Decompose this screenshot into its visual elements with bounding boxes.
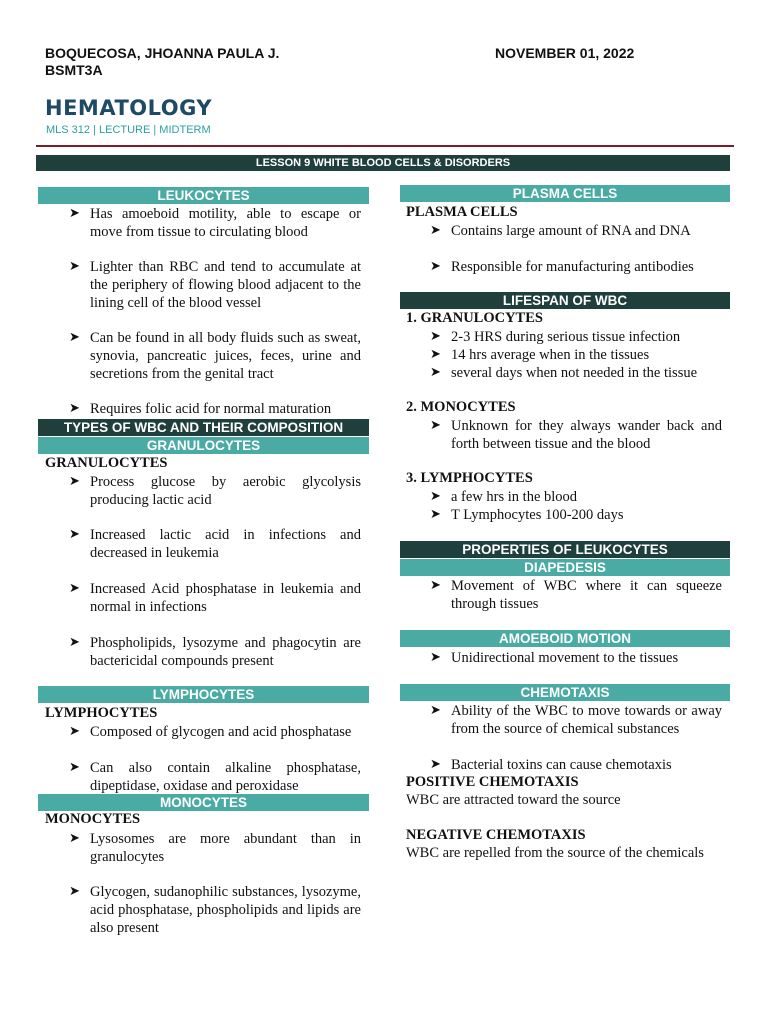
page-subtitle: MLS 312 | LECTURE | MIDTERM (46, 124, 211, 136)
arrowhead-bullet-icon: ➤ (430, 365, 441, 380)
list-item: ➤ Unknown for they always wander back and forth between tissue and the blood (430, 418, 722, 452)
monocytes-title: MONOCYTES (45, 811, 141, 827)
list-item: ➤ Lysosomes are more abundant than in granulocytes (69, 831, 361, 865)
plasma-cells-title: PLASMA CELLS (406, 204, 518, 220)
arrowhead-bullet-icon: ➤ (69, 635, 80, 650)
lymphocytes-title: LYMPHOCYTES (45, 705, 158, 721)
list-item: ➤ Can also contain alkaline phosphatase, dipeptidase, oxidase and peroxidase (69, 760, 361, 794)
arrowhead-bullet-icon: ➤ (430, 259, 441, 274)
types-of-wbc-heading: TYPES OF WBC AND THEIR COMPOSITION (38, 419, 369, 436)
negative-chemotaxis-title: NEGATIVE CHEMOTAXIS (406, 827, 586, 843)
list-item: ➤ Bacterial toxins can cause chemotaxis (430, 757, 672, 773)
positive-chemotaxis-text: WBC are attracted toward the source (406, 792, 621, 808)
lifespan-granulocytes-title: 1. GRANULOCYTES (406, 310, 543, 326)
arrowhead-bullet-icon: ➤ (430, 757, 441, 772)
arrowhead-bullet-icon: ➤ (69, 831, 80, 846)
header-divider (36, 145, 734, 147)
list-item: ➤ Can be found in all body fluids such as sweat, synovia, pancreatic juices, feces, urine and secretions from the genital tract (69, 330, 361, 382)
list-item: ➤ T Lymphocytes 100-200 days (430, 507, 624, 523)
list-item: ➤ Requires folic acid for normal maturation (69, 401, 332, 417)
plasma-cells-heading: PLASMA CELLS (400, 185, 730, 202)
arrowhead-bullet-icon: ➤ (430, 489, 441, 504)
student-name: BOQUECOSA, JHOANNA PAULA J. (45, 45, 280, 61)
arrowhead-bullet-icon: ➤ (69, 401, 80, 416)
amoeboid-motion-bar: AMOEBOID MOTION (400, 630, 730, 647)
list-item: ➤ 2-3 HRS during serious tissue infection (430, 329, 681, 345)
list-item: ➤ Unidirectional movement to the tissues (430, 650, 679, 666)
list-item: ➤ Process glucose by aerobic glycolysis producing lactic acid (69, 474, 361, 508)
lifespan-heading: LIFESPAN OF WBC (400, 292, 730, 309)
list-item: ➤ 14 hrs average when in the tissues (430, 347, 650, 363)
negative-chemotaxis-text: WBC are repelled from the source of the chemicals (406, 845, 704, 861)
arrowhead-bullet-icon: ➤ (69, 527, 80, 542)
list-item: ➤ a few hrs in the blood (430, 489, 578, 505)
arrowhead-bullet-icon: ➤ (69, 474, 80, 489)
list-item: ➤ Has amoeboid motility, able to escape or move from tissue to circulating blood (69, 206, 361, 240)
diapedesis-bar: DIAPEDESIS (400, 559, 730, 576)
student-section: BSMT3A (45, 62, 103, 78)
list-item: ➤ Composed of glycogen and acid phosphatase (69, 724, 352, 740)
list-item: ➤ Glycogen, sudanophilic substances, lysozyme, acid phosphatase, phospholipids and lipids are also present (69, 884, 361, 936)
positive-chemotaxis-title: POSITIVE CHEMOTAXIS (406, 774, 579, 790)
lesson-banner: LESSON 9 WHITE BLOOD CELLS & DISORDERS (36, 155, 730, 171)
arrowhead-bullet-icon: ➤ (430, 347, 441, 362)
list-item: ➤ Lighter than RBC and tend to accumulate at the periphery of flowing blood adjacent to the lining cell of the blood vessel (69, 259, 361, 311)
lymphocytes-bar: LYMPHOCYTES (38, 686, 369, 703)
chemotaxis-bar: CHEMOTAXIS (400, 684, 730, 701)
list-item: ➤ Movement of WBC where it can squeeze through tissues (430, 578, 722, 612)
arrowhead-bullet-icon: ➤ (69, 259, 80, 274)
document-date: NOVEMBER 01, 2022 (495, 45, 635, 61)
granulocytes-title: GRANULOCYTES (45, 455, 168, 471)
arrowhead-bullet-icon: ➤ (430, 507, 441, 522)
arrowhead-bullet-icon: ➤ (69, 760, 80, 775)
leukocytes-heading: LEUKOCYTES (38, 187, 369, 204)
arrowhead-bullet-icon: ➤ (430, 329, 441, 344)
list-item: ➤ Ability of the WBC to move towards or away from the source of chemical substances (430, 703, 722, 737)
arrowhead-bullet-icon: ➤ (430, 418, 441, 433)
arrowhead-bullet-icon: ➤ (69, 330, 80, 345)
arrowhead-bullet-icon: ➤ (430, 223, 441, 238)
arrowhead-bullet-icon: ➤ (430, 650, 441, 665)
list-item: ➤ Responsible for manufacturing antibodies (430, 259, 694, 275)
list-item: ➤ Increased Acid phosphatase in leukemia and normal in infections (69, 581, 361, 615)
arrowhead-bullet-icon: ➤ (430, 578, 441, 593)
list-item: ➤ Contains large amount of RNA and DNA (430, 223, 691, 239)
lifespan-lymphocytes-title: 3. LYMPHOCYTES (406, 470, 533, 486)
arrowhead-bullet-icon: ➤ (69, 581, 80, 596)
properties-heading: PROPERTIES OF LEUKOCYTES (400, 541, 730, 558)
arrowhead-bullet-icon: ➤ (69, 724, 80, 739)
arrowhead-bullet-icon: ➤ (430, 703, 441, 718)
list-item: ➤ several days when not needed in the tissue (430, 365, 698, 381)
list-item: ➤ Phospholipids, lysozyme and phagocytin are bactericidal compounds present (69, 635, 361, 669)
arrowhead-bullet-icon: ➤ (69, 884, 80, 899)
granulocytes-bar: GRANULOCYTES (38, 437, 369, 454)
monocytes-bar: MONOCYTES (38, 794, 369, 811)
arrowhead-bullet-icon: ➤ (69, 206, 80, 221)
lifespan-monocytes-title: 2. MONOCYTES (406, 399, 516, 415)
list-item: ➤ Increased lactic acid in infections and decreased in leukemia (69, 527, 361, 561)
page-title: HEMATOLOGY (45, 96, 213, 120)
